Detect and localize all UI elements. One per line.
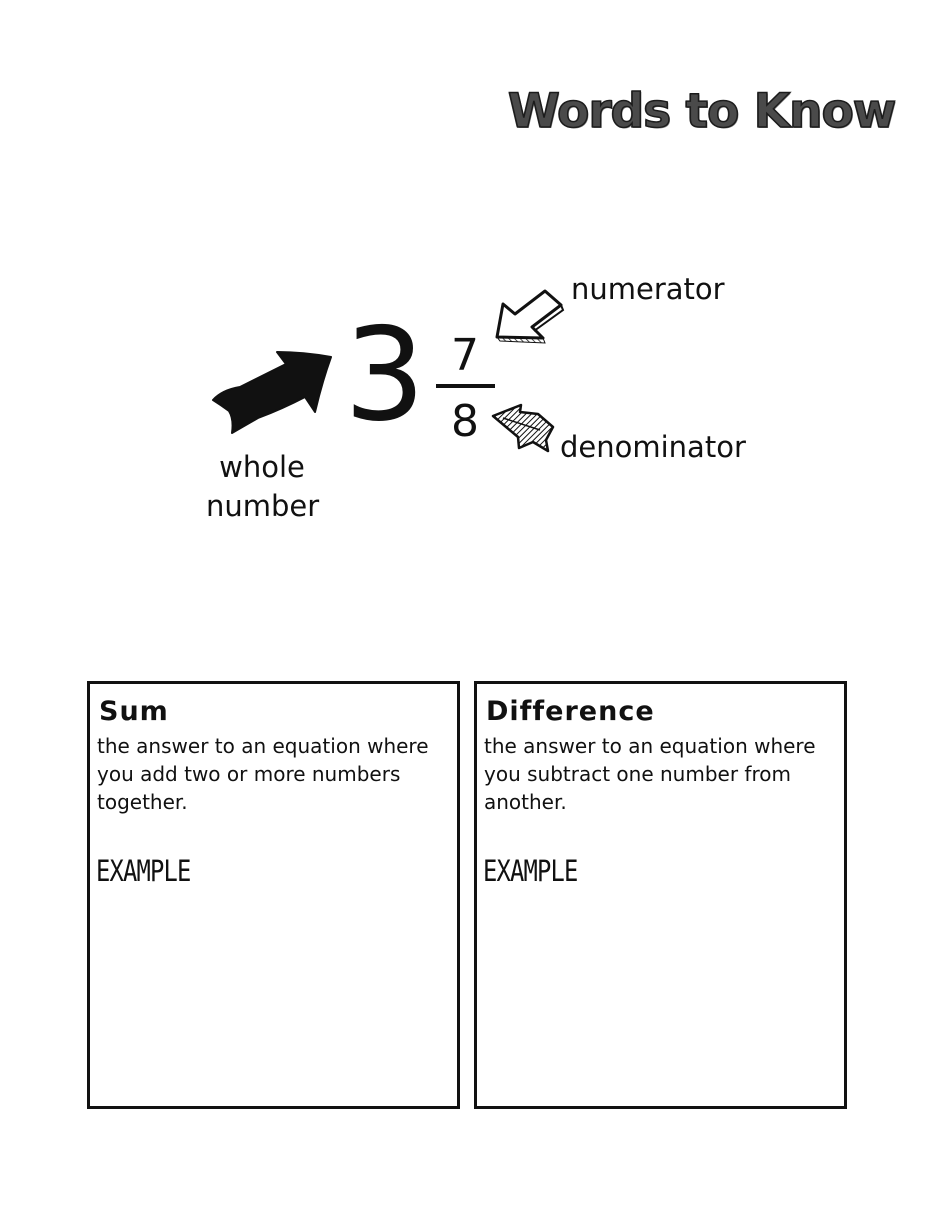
whole-number-label-line1: whole [219, 450, 305, 484]
card-example-label: EXAMPLE [483, 854, 578, 888]
whole-number-label-line2: number [206, 489, 320, 524]
card-example-label: EXAMPLE [96, 854, 191, 888]
card-definition: the answer to an equation where you add two or more numbers together. [97, 734, 429, 814]
numerator-label: numerator [571, 272, 725, 306]
whole-number-label [206, 448, 318, 526]
whole-number-digit: 3 [344, 301, 426, 450]
card-term: Sum [99, 696, 169, 727]
card-definition: the answer to an equation where you subtract one number from another. [484, 734, 816, 814]
fraction-numerator: 7 [451, 330, 479, 381]
fraction-denominator: 8 [451, 396, 479, 447]
arrow-right-up-icon [213, 352, 331, 433]
difference-card [474, 681, 847, 1109]
outline-arrow-down-left-icon [497, 291, 563, 343]
page-title: Words to Know [508, 84, 896, 139]
denominator-label: denominator [560, 430, 746, 464]
sum-card [87, 681, 460, 1109]
fraction-bar [436, 384, 495, 388]
card-term: Difference [486, 696, 655, 727]
hatched-arrow-left-icon [493, 405, 553, 451]
